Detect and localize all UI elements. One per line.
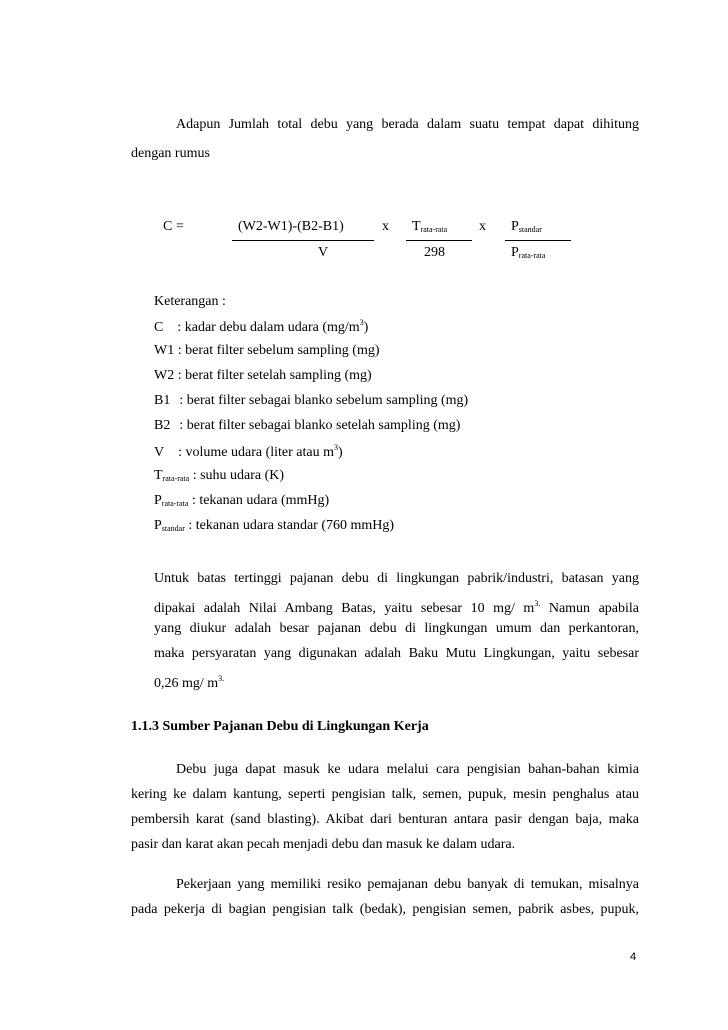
threshold-line-3: yang diukur adalah besar pajanan debu di lingkungan umum dan perkantoran, bbox=[154, 621, 639, 636]
source-paragraph-1-line-1: Debu juga dapat masuk ke udara melalui cara pengisian bahan-bahan kimia bbox=[176, 762, 639, 777]
fraction-bar-1 bbox=[232, 240, 374, 241]
legend-item-c: C : kadar debu dalam udara $(mg/m^3)$ bbox=[154, 318, 369, 335]
legend-item-b1: B1 : berat filter sebagai blanko sebelum sampling (mg) bbox=[154, 393, 469, 408]
source-paragraph-1-line-4: pasir dan karat akan pecah menjadi debu dan masuk ke dalam udara. bbox=[131, 837, 516, 852]
page-number: 4 bbox=[630, 951, 637, 963]
intro-line-2: dengan rumus bbox=[131, 146, 210, 161]
threshold-line-1: Untuk batas tertinggi pajanan debu di lingkungan pabrik/industri, batasan yang bbox=[154, 571, 639, 586]
formula-denominator-298: 298 bbox=[424, 245, 445, 260]
threshold-paragraph bbox=[154, 566, 639, 691]
legend-item-p-standar: $P_{standar}$ : tekanan udara standar (760 mmHg) bbox=[154, 518, 395, 533]
threshold-line-4: maka persyaratan yang digunakan adalah Baku Mutu Lingkungan, yaitu sebesar bbox=[154, 646, 639, 661]
formula-pressure-numerator: $P_{standar}$ bbox=[511, 219, 542, 234]
source-paragraph-2 bbox=[131, 872, 639, 922]
intro-line-1: Adapun Jumlah total debu yang berada dalam suatu tempat dapat dihitung bbox=[176, 117, 639, 132]
threshold-line-5: 0,26 mg/ $m^{3.}$ bbox=[154, 674, 225, 691]
formula-numerator-weights: (W2-W1)-(B2-B1) bbox=[238, 219, 344, 234]
legend-title: Keterangan : bbox=[154, 294, 226, 309]
threshold-line-2: dipakai adalah Nilai Ambang Batas, yaitu sebesar 10 mg/ $m^{3.}$ Namun apabila bbox=[154, 599, 640, 616]
formula-times-1: x bbox=[382, 219, 389, 234]
legend-item-t-rata-rata: $T_{rata-rata}$ : suhu udara (K) bbox=[154, 468, 285, 483]
source-paragraph-1-line-2: kering ke dalam kantung, seperti pengisian talk, semen, pupuk, mesin penghalus atau bbox=[131, 787, 639, 802]
legend-item-v: V : volume udara (liter atau $m^3$) bbox=[154, 443, 343, 460]
formula-temperature-numerator: $T_{rata-rata}$ bbox=[412, 219, 448, 234]
legend-item-b2: B2 : berat filter sebagai blanko setelah sampling (mg) bbox=[154, 418, 461, 433]
section-heading: 1.1.3 Sumber Pajanan Debu di Lingkungan Kerja bbox=[131, 719, 429, 734]
formula-denominator-volume: V bbox=[318, 245, 329, 260]
formula-lhs: C = bbox=[163, 219, 184, 234]
source-paragraph-1-line-3: pembersih karat (sand blasting). Akibat dari benturan antara pasir dengan baja, maka bbox=[131, 812, 639, 827]
legend-item-w1: W1 : berat filter sebelum sampling (mg) bbox=[154, 343, 380, 358]
formula-pressure-denominator: $P_{rata-rata}$ bbox=[511, 245, 546, 260]
source-paragraph-1 bbox=[131, 757, 639, 857]
formula-times-2: x bbox=[479, 219, 486, 234]
fraction-bar-2 bbox=[406, 240, 472, 241]
legend-item-w2: W2 : berat filter setelah sampling (mg) bbox=[154, 368, 372, 383]
legend-item-p-rata-rata: $P_{rata-rata}$ : tekanan udara (mmHg) bbox=[154, 493, 330, 508]
source-paragraph-2-line-2: pada pekerja di bagian pengisian talk (bedak), pengisian semen, pabrik asbes, pupuk, bbox=[131, 902, 639, 917]
fraction-bar-3 bbox=[505, 240, 571, 241]
source-paragraph-2-line-1: Pekerjaan yang memiliki resiko pemajanan debu banyak di temukan, misalnya bbox=[176, 877, 639, 892]
intro-paragraph bbox=[131, 112, 639, 166]
